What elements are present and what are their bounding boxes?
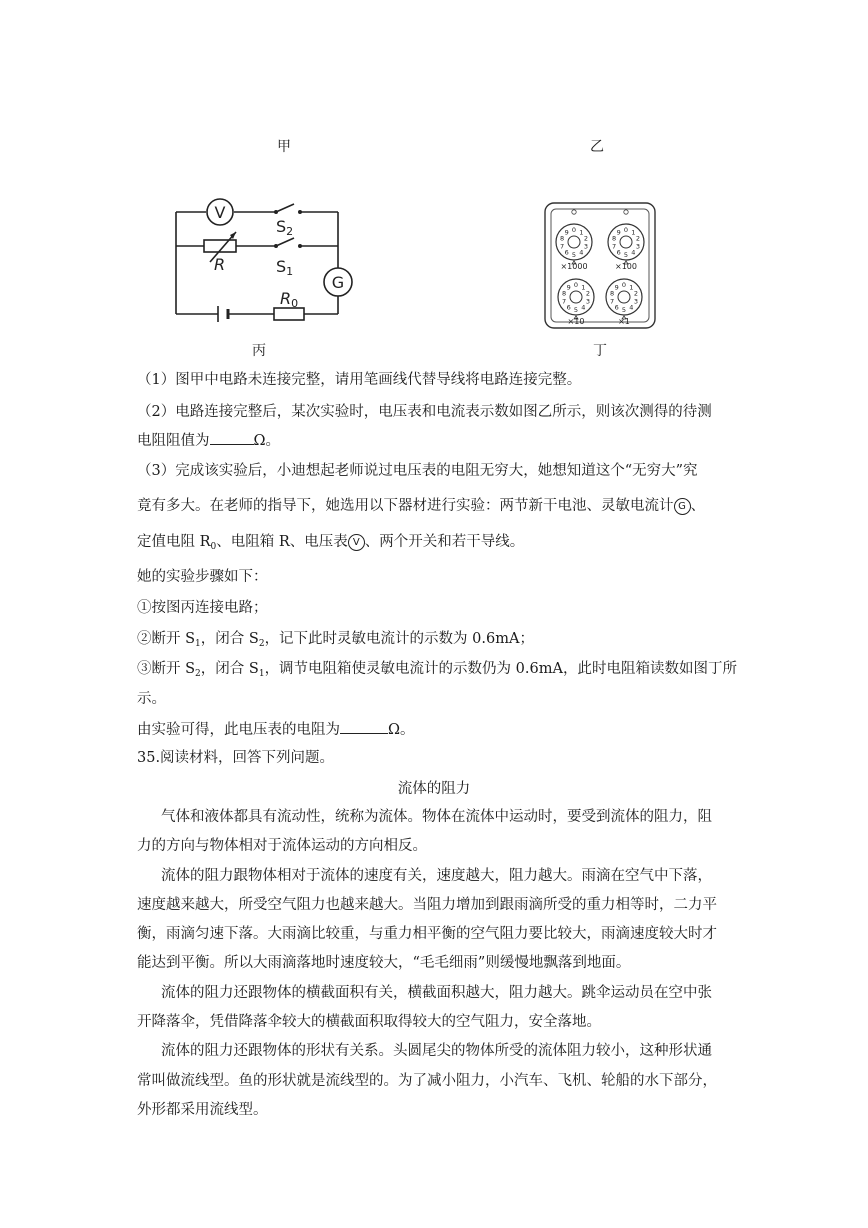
question-2-line-b: 电阻阻值为 Ω。 [137, 430, 280, 451]
dial-10-digit: 4 [581, 303, 586, 312]
dial-1-digit: 3 [633, 297, 638, 306]
galvanometer-symbol-icon: G [674, 498, 691, 515]
paragraph-1-line-b: 力的方向与物体相对于流体运动的方向相反。 [137, 838, 427, 854]
answer-blank-2[interactable] [210, 430, 254, 445]
dial-1-digit: 5 [621, 306, 627, 314]
voltmeter-label: V [214, 203, 226, 222]
dial-10-digit: 8 [562, 289, 567, 298]
caption-ding: 丁 [593, 343, 607, 359]
dial-1-digit: 9 [614, 283, 619, 292]
steps-intro: 她的实验步骤如下： [137, 569, 268, 585]
dial-100-digit: 6 [616, 248, 621, 257]
dial-1-digit: 7 [610, 297, 615, 306]
rheostat-label: R [214, 255, 226, 274]
dial-1-digit: 6 [614, 303, 619, 312]
step-3-continued: 示。 [137, 691, 166, 707]
dial-100-digit: 5 [623, 251, 629, 259]
caption-jia: 甲 [277, 139, 291, 155]
question-3-line-b: 竟有多大。在老师的指导下，她选用以下器材进行实验：两节新干电池、灵敏电流计 G 、 [137, 498, 705, 514]
voltmeter-symbol-icon: V [348, 534, 365, 551]
dial-1-knob [618, 291, 630, 303]
dial-10-digit: 5 [573, 306, 579, 314]
paragraph-2-line-a: 流体的阻力跟物体相对于流体的速度有关，速度越大，阻力越大。雨滴在空气中下落， [161, 868, 712, 884]
dial-1000-digit: 9 [564, 228, 569, 237]
fixed-resistor-label: R0 [280, 289, 299, 310]
dial-10-digit: 3 [585, 297, 590, 306]
dial-label-1000: ×1000 [560, 262, 588, 271]
dial-1000-knob [568, 236, 580, 248]
dial-100-digit: 0 [623, 226, 629, 234]
dial-label-100: ×100 [615, 262, 637, 271]
dial-10-digit: 1 [581, 283, 586, 292]
dial-100-digit: 8 [612, 234, 617, 243]
dial-1000-digit: 6 [564, 248, 569, 257]
dial-1000-digit: 7 [560, 242, 565, 251]
step-3: ③断开 $S_2$，闭合 $S_1$，调节电阻箱使灵敏电流计的示数仍为 0.6mA，此时电阻箱读数如图丁所 [137, 661, 737, 679]
paragraph-4-line-a: 流体的阻力还跟物体的形状有关系。头圆尾尖的物体所受的流体阻力较小，这种形状通 [161, 1043, 712, 1059]
dial-1000-digit: 3 [583, 242, 588, 251]
switch-s1-label: S1 [276, 257, 294, 278]
resistance-box [544, 202, 656, 330]
question-1: （1）图甲中电路未连接完整，请用笔画线代替导线将电路连接完整。 [137, 372, 582, 388]
dial-10-digit: 9 [566, 283, 571, 292]
dial-1000-digit: 8 [560, 234, 565, 243]
paragraph-3-line-a: 流体的阻力还跟物体的横截面积有关，横截面积越大，阻力越大。跳伞运动员在空中张 [161, 985, 712, 1001]
step-1: ①按图丙连接电路； [137, 600, 268, 616]
dial-1000-digit: 2 [583, 234, 588, 243]
paragraph-1-line-a: 气体和液体都具有流动性，统称为流体。物体在流体中运动时，要受到流体的阻力，阻 [161, 809, 712, 825]
paragraph-2-line-c: 衡，雨滴匀速下落。大雨滴比较重，与重力相平衡的空气阻力要比较大，雨滴速度较大时才 [137, 926, 717, 942]
question-3-line-a: （3）完成该实验后，小迪想起老师说过电压表的电阻无穷大，她想知道这个“无穷大”究 [137, 463, 698, 479]
dial-1000-digit: 5 [571, 251, 577, 259]
paragraph-2-line-d: 能达到平衡。所以大雨滴落地时速度较大，“毛毛细雨”则缓慢地飘落到地面。 [137, 955, 631, 971]
dial-1000-digit: 4 [579, 248, 584, 257]
dial-100-digit: 3 [635, 242, 640, 251]
dial-100-digit: 2 [635, 234, 640, 243]
caption-bing: 丙 [252, 343, 266, 359]
answer-blank-3[interactable] [340, 719, 388, 734]
caption-yi: 乙 [590, 139, 604, 155]
dial-100-knob [620, 236, 632, 248]
dial-100-digit: 9 [616, 228, 621, 237]
switch-s2-label: S2 [276, 217, 294, 238]
dial-10-digit: 7 [562, 297, 567, 306]
question-2-line-a: （2）电路连接完整后，某次实验时，电压表和电流表示数如图乙所示，则该次测得的待测 [137, 404, 712, 420]
dial-1000-digit: 0 [571, 226, 577, 234]
dial-1-digit: 1 [629, 283, 634, 292]
dial-100-digit: 1 [631, 228, 636, 237]
dial-10-knob [570, 291, 582, 303]
passage-title: 流体的阻力 [397, 781, 471, 797]
galvanometer-label: G [331, 273, 345, 292]
paragraph-4-line-b: 常叫做流线型。鱼的形状就是流线型的。为了减小阻力，小汽车、飞机、轮船的水下部分， [137, 1073, 717, 1089]
dial-10-digit: 2 [585, 289, 590, 298]
circuit-diagram [160, 180, 380, 330]
dial-1000-digit: 1 [579, 228, 584, 237]
dial-1-digit: 8 [610, 289, 615, 298]
paragraph-3-line-b: 开降落伞，凭借降落伞较大的横截面积取得较大的空气阻力，安全落地。 [137, 1014, 601, 1030]
dial-1-digit: 2 [633, 289, 638, 298]
dial-100-digit: 7 [612, 242, 617, 251]
dial-1-digit: 0 [621, 281, 627, 289]
dial-label-10: ×10 [567, 317, 585, 326]
dial-1-digit: 4 [629, 303, 634, 312]
dial-label-1: ×1 [618, 317, 630, 326]
dial-10-digit: 6 [566, 303, 571, 312]
dial-10-digit: 0 [573, 281, 579, 289]
question-35: 35.阅读材料，回答下列问题。 [137, 750, 335, 766]
question-3-line-c: 定值电阻 $R_0$、电阻箱 R、电压表 V 、两个开关和若干导线。 [137, 534, 525, 552]
paragraph-2-line-b: 速度越来越大，所受空气阻力也越来越大。当阻力增加到跟雨滴所受的重力相等时，二力平 [137, 897, 717, 913]
paragraph-4-line-c: 外形都采用流线型。 [137, 1102, 268, 1118]
step-2: ②断开 $S_1$，闭合 $S_2$，记下此时灵敏电流计的示数为 0.6mA； [137, 631, 534, 649]
result-line: 由实验可得，此电压表的电阻为 Ω。 [137, 719, 415, 740]
dial-100-digit: 4 [631, 248, 636, 257]
